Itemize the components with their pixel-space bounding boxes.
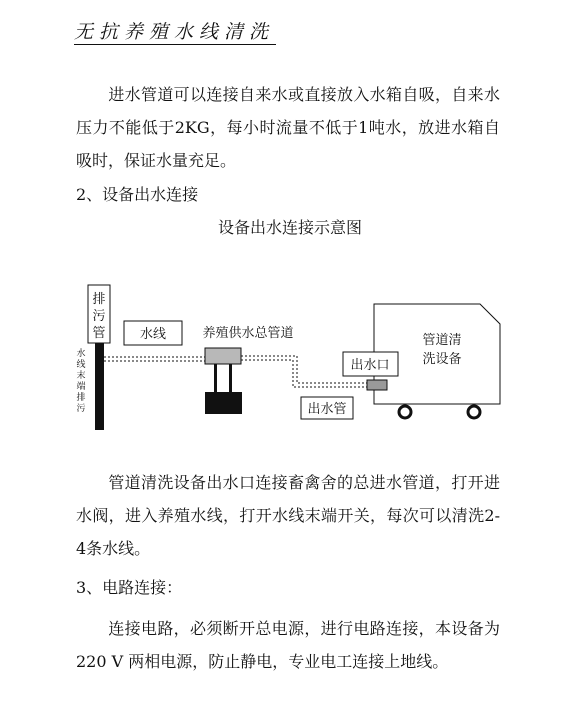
- end-drain-label-3: 末: [76, 371, 86, 381]
- end-drain-label-2: 线: [76, 360, 86, 370]
- waterline-label: 水线: [139, 327, 167, 342]
- section-heading-circuit-connection: 3、电路连接：: [76, 578, 183, 597]
- paragraph-circuit: 连接电路，必须断开总电源，进行电路连接，本设备为 220 V 两相电源，防止静电，专业电工连接上地线。: [76, 619, 500, 671]
- main-pipe-label: 养殖供水总管道: [202, 326, 294, 341]
- end-drain-label-4: 端: [76, 382, 86, 392]
- equipment-label-1: 管道清: [422, 333, 462, 348]
- equipment-label-2: 洗设备: [422, 352, 462, 367]
- outlet-pipe-label: 出水管: [307, 402, 347, 417]
- end-drain-label-1: 水: [76, 349, 86, 359]
- wheel-right: [468, 406, 480, 418]
- outlet-label: 出水口: [350, 358, 390, 373]
- diagram-caption: 设备出水连接示意图: [217, 218, 362, 237]
- paragraph-water-inlet: 进水管道可以连接自来水或直接放入水箱自吸，自来水压力不能低于2KG，每小时流量不低于1吨水，放进水箱自吸时，保证水量充足。: [76, 85, 500, 170]
- wheel-left: [399, 406, 411, 418]
- section-heading-outlet-connection: 2、设备出水连接: [76, 185, 199, 204]
- outlet-connection-diagram: [0, 270, 570, 440]
- end-drain-label-6: 污: [76, 404, 86, 414]
- stand-leg-left: [214, 364, 217, 392]
- drain-pipe-label-3: 管: [92, 326, 106, 341]
- outlet-nozzle: [367, 380, 387, 390]
- stand-leg-right: [229, 364, 232, 392]
- document-title: 无抗养殖水线清洗: [74, 21, 275, 43]
- paragraph-outlet-connection: 管道清洗设备出水口连接畜禽舍的总进水管道，打开进水阀，进入养殖水线，打开水线末端开关，每次可以清洗2-4条水线。: [76, 473, 500, 558]
- end-drain-label-5: 排: [76, 393, 86, 403]
- main-pipe-block: [205, 348, 241, 364]
- stand-base: [205, 392, 242, 414]
- drain-pipe-label-1: 排: [92, 292, 106, 307]
- waterline-end-pipe: [95, 343, 104, 430]
- drain-pipe-label-2: 污: [92, 309, 106, 324]
